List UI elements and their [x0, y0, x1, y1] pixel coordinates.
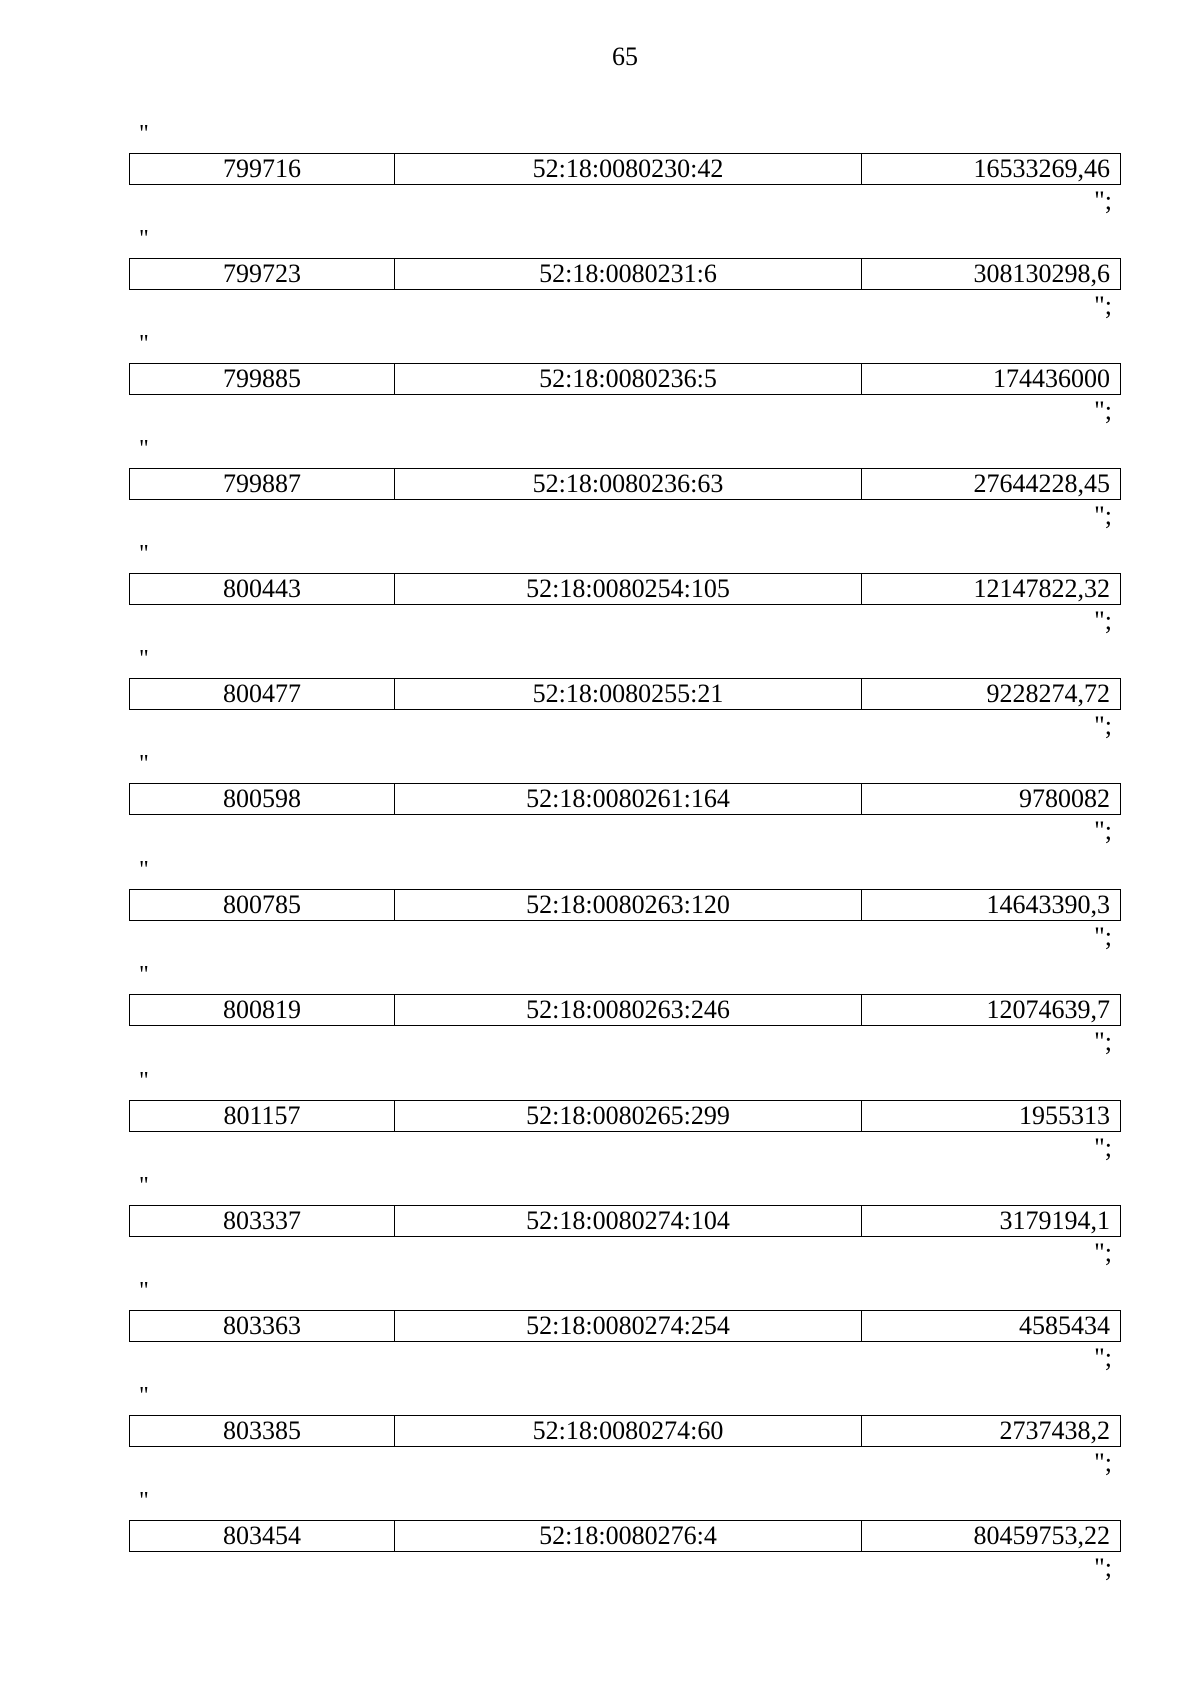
cadastral-number-cell: 52:18:0080274:254 — [395, 1311, 862, 1341]
value-cell: 16533269,46 — [973, 154, 1110, 183]
list-item — [0, 1488, 1200, 1630]
object-id-cell: 803337 — [130, 1206, 395, 1236]
object-id-cell: 799887 — [130, 469, 395, 499]
value-cell: 12074639,7 — [986, 995, 1110, 1024]
closing-quote: "; — [1094, 396, 1112, 425]
table-row — [129, 1100, 1121, 1132]
table-row — [129, 994, 1121, 1026]
cadastral-number-cell: 52:18:0080236:5 — [395, 364, 862, 394]
list-item — [0, 646, 1200, 788]
object-id-cell: 801157 — [130, 1101, 395, 1131]
cadastral-number-cell: 52:18:0080255:21 — [395, 679, 862, 709]
cadastral-number-cell: 52:18:0080276:4 — [395, 1521, 862, 1551]
list-item — [0, 226, 1200, 368]
table-row — [129, 678, 1121, 710]
list-item — [0, 331, 1200, 473]
value-cell: 174436000 — [993, 364, 1110, 393]
closing-quote: "; — [1094, 501, 1112, 530]
list-item — [0, 1068, 1200, 1210]
cadastral-number-cell: 52:18:0080254:105 — [395, 574, 862, 604]
list-item — [0, 1173, 1200, 1315]
table-row — [129, 783, 1121, 815]
table-row — [129, 468, 1121, 500]
opening-quote: " — [139, 1383, 149, 1409]
page-number: 65 — [612, 42, 638, 71]
table-row — [129, 573, 1121, 605]
value-cell: 27644228,45 — [973, 469, 1110, 498]
cadastral-number-cell: 52:18:0080263:246 — [395, 995, 862, 1025]
cadastral-number-cell: 52:18:0080274:60 — [395, 1416, 862, 1446]
value-cell: 80459753,22 — [973, 1521, 1110, 1550]
value-cell: 3179194,1 — [999, 1206, 1110, 1235]
list-item — [0, 541, 1200, 683]
list-item — [0, 857, 1200, 999]
closing-quote: "; — [1094, 922, 1112, 951]
value-cell: 9780082 — [1019, 784, 1110, 813]
opening-quote: " — [139, 1488, 149, 1514]
table-row — [129, 363, 1121, 395]
table-row — [129, 153, 1121, 185]
list-item — [0, 1383, 1200, 1525]
closing-quote: "; — [1094, 711, 1112, 740]
object-id-cell: 800598 — [130, 784, 395, 814]
value-cell: 2737438,2 — [999, 1416, 1110, 1445]
value-cell: 12147822,32 — [973, 574, 1110, 603]
closing-quote: "; — [1094, 1343, 1112, 1372]
cadastral-number-cell: 52:18:0080263:120 — [395, 890, 862, 920]
opening-quote: " — [139, 962, 149, 988]
opening-quote: " — [139, 1173, 149, 1199]
cadastral-number-cell: 52:18:0080230:42 — [395, 154, 862, 184]
object-id-cell: 803454 — [130, 1521, 395, 1551]
opening-quote: " — [139, 751, 149, 777]
object-id-cell: 800785 — [130, 890, 395, 920]
table-row — [129, 1520, 1121, 1552]
object-id-cell: 799885 — [130, 364, 395, 394]
list-item — [0, 1278, 1200, 1420]
opening-quote: " — [139, 857, 149, 883]
opening-quote: " — [139, 541, 149, 567]
cadastral-number-cell: 52:18:0080231:6 — [395, 259, 862, 289]
object-id-cell: 800443 — [130, 574, 395, 604]
cadastral-number-cell: 52:18:0080274:104 — [395, 1206, 862, 1236]
cadastral-number-cell: 52:18:0080265:299 — [395, 1101, 862, 1131]
table-row — [129, 1205, 1121, 1237]
value-cell: 4585434 — [1019, 1311, 1110, 1340]
opening-quote: " — [139, 1278, 149, 1304]
closing-quote: "; — [1094, 1448, 1112, 1477]
closing-quote: "; — [1094, 1133, 1112, 1162]
list-item — [0, 751, 1200, 893]
cadastral-number-cell: 52:18:0080261:164 — [395, 784, 862, 814]
closing-quote: "; — [1094, 1553, 1112, 1582]
opening-quote: " — [139, 1068, 149, 1094]
object-id-cell: 803385 — [130, 1416, 395, 1446]
opening-quote: " — [139, 436, 149, 462]
value-cell: 1955313 — [1019, 1101, 1110, 1130]
opening-quote: " — [139, 646, 149, 672]
object-id-cell: 800477 — [130, 679, 395, 709]
closing-quote: "; — [1094, 186, 1112, 215]
closing-quote: "; — [1094, 1238, 1112, 1267]
value-cell: 9228274,72 — [986, 679, 1110, 708]
object-id-cell: 799716 — [130, 154, 395, 184]
list-item — [0, 962, 1200, 1104]
opening-quote: " — [139, 226, 149, 252]
table-row — [129, 258, 1121, 290]
opening-quote: " — [139, 121, 149, 147]
opening-quote: " — [139, 331, 149, 357]
object-id-cell: 800819 — [130, 995, 395, 1025]
cadastral-number-cell: 52:18:0080236:63 — [395, 469, 862, 499]
closing-quote: "; — [1094, 1027, 1112, 1056]
closing-quote: "; — [1094, 816, 1112, 845]
value-cell: 308130298,6 — [973, 259, 1110, 288]
closing-quote: "; — [1094, 606, 1112, 635]
list-item — [0, 121, 1200, 263]
table-row — [129, 1415, 1121, 1447]
closing-quote: "; — [1094, 291, 1112, 320]
table-row — [129, 1310, 1121, 1342]
object-id-cell: 803363 — [130, 1311, 395, 1341]
object-id-cell: 799723 — [130, 259, 395, 289]
table-row — [129, 889, 1121, 921]
list-item — [0, 436, 1200, 578]
value-cell: 14643390,3 — [986, 890, 1110, 919]
